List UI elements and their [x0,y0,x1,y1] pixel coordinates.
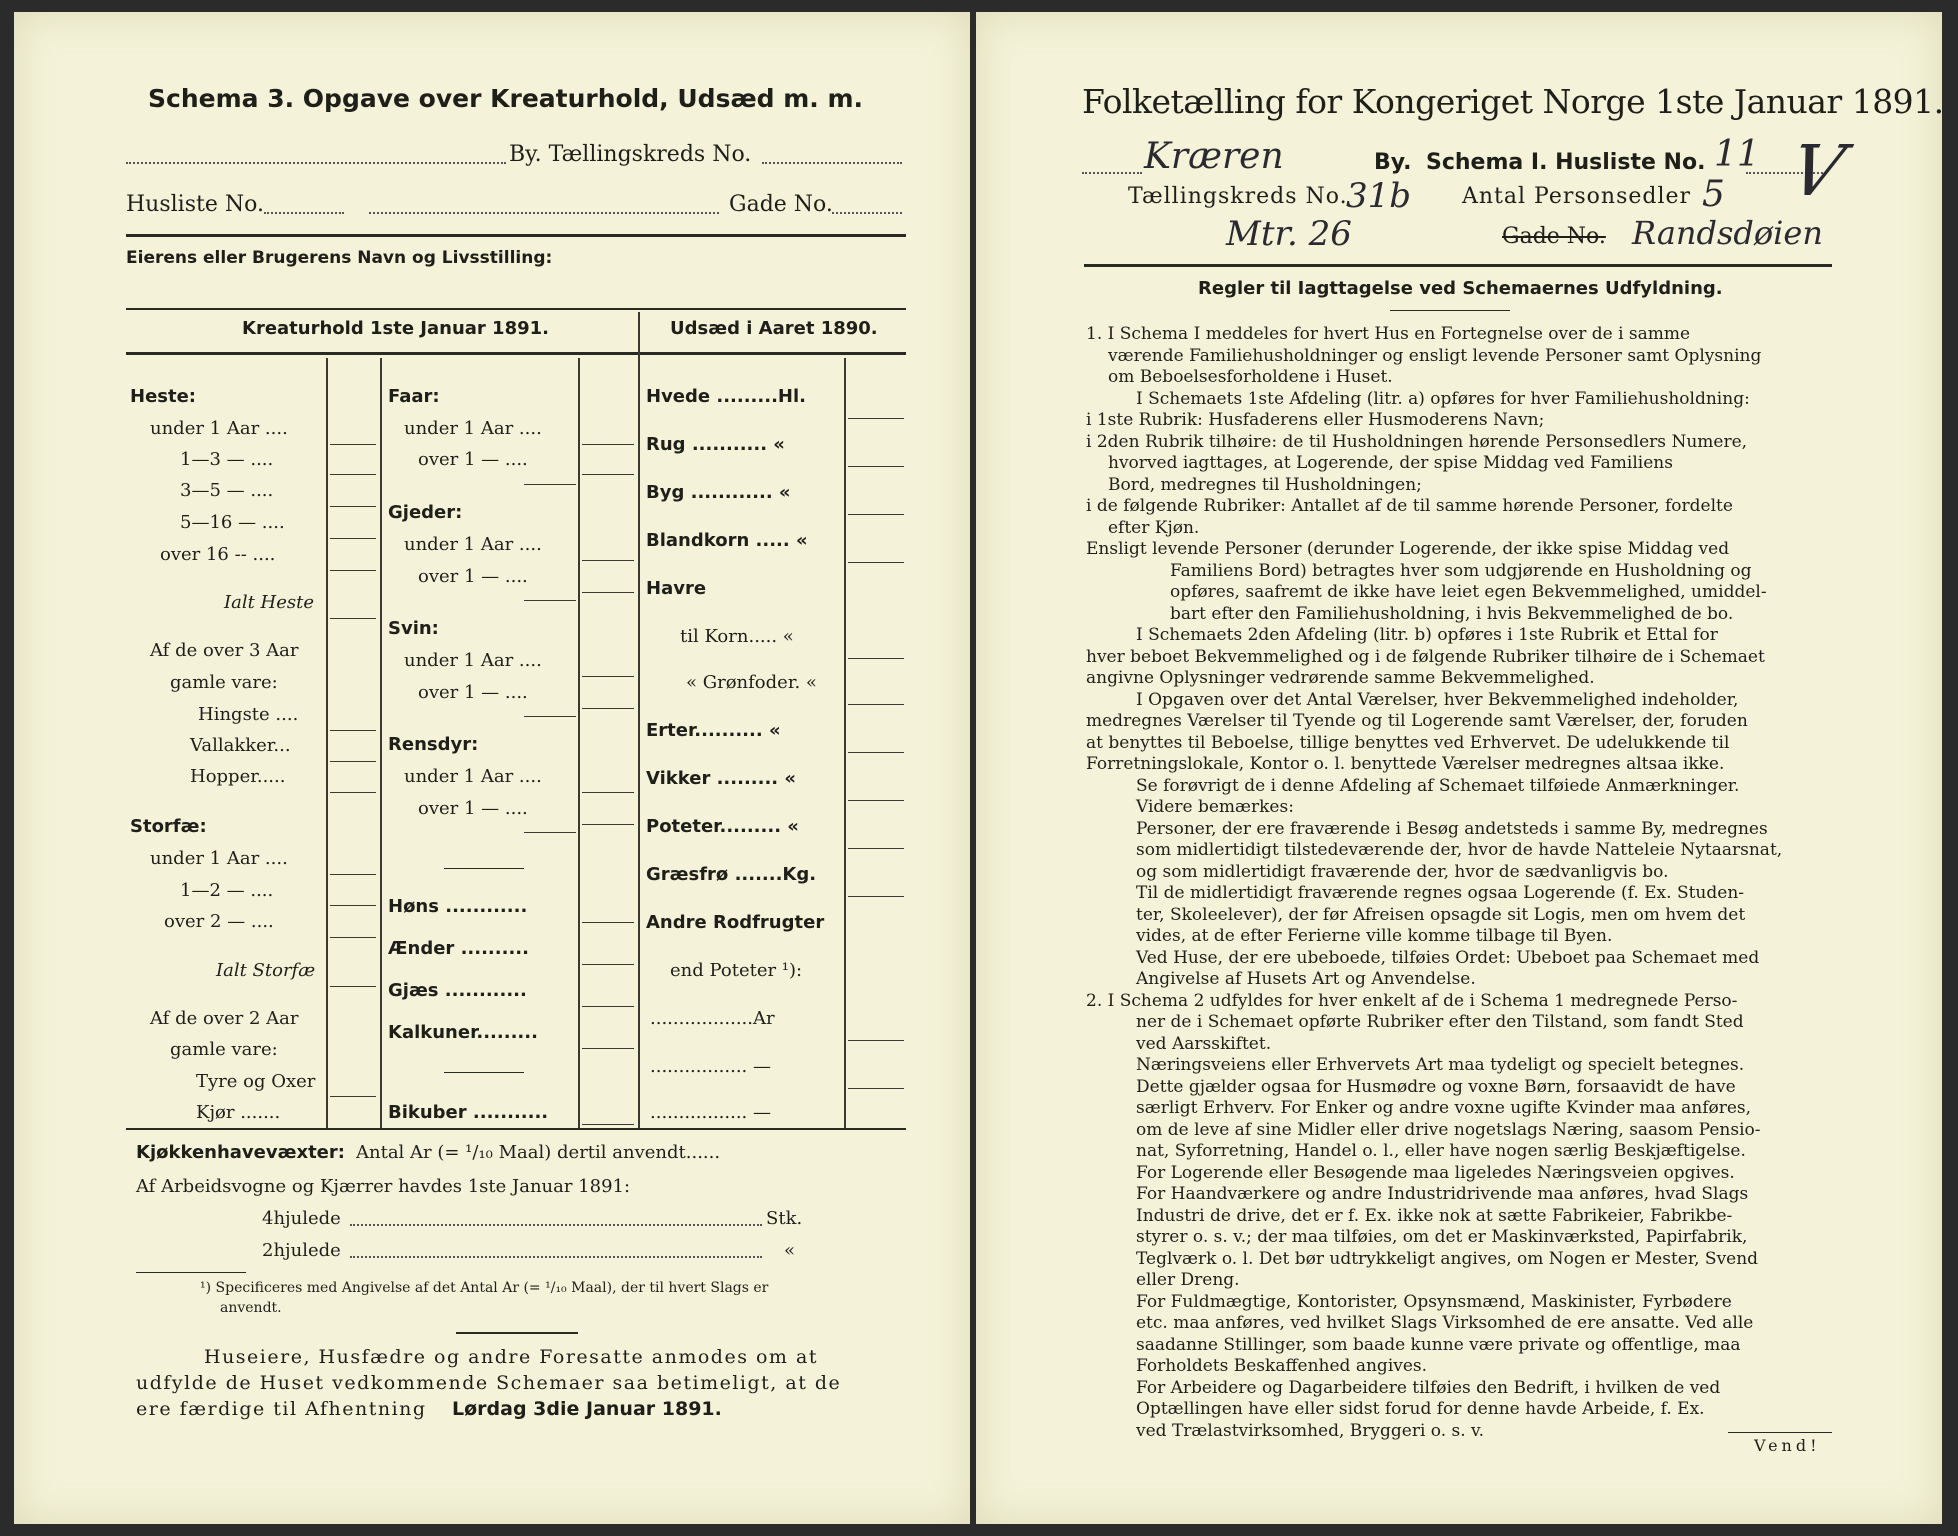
entry-line [582,560,634,561]
ialt-storfae-label: Ialt Storfæ [216,960,316,981]
handwritten-antal: 5 [1702,174,1725,215]
hjul4-line [350,1224,762,1226]
hjul2-line [350,1256,762,1258]
ialt-heste-label: Ialt Heste [224,592,315,613]
rule-line: hver beboet Bekvemmelighed og i de følgende Rubriker tilhøire de i Schemaet [1086,646,1765,667]
rensdyr-label: Rensdyr: [388,734,479,755]
rule-line: saadanne Stillinger, som baade kunne være private og offentlige, maa [1136,1334,1741,1355]
heste-row: 3—5 — .... [180,480,274,501]
havre-label: Havre [646,578,707,599]
vertical-rule [380,358,382,1128]
footnote-cont: anvendt. [220,1300,282,1316]
entry-line [848,514,904,515]
left-page-schema-3 [14,12,970,1524]
rule-line: ter, Skoleelever), der før Afreisen opsagde sit Logis, men om hvem det [1136,904,1746,925]
rule-line: Angivelse af Husets Art og Anvendelse. [1136,969,1476,989]
rule-line: værende Familiehusholdninger og ensligt levende Personer samt Oplysning [1108,345,1762,366]
gamle-vare-label: gamle vare: [170,672,278,693]
havre-gronfoder-row: « Grønfoder. « [686,672,817,693]
kreaturhold-heading: Kreaturhold 1ste Januar 1891. [242,318,549,339]
rule-line: og som midlertidigt fraværende der, hvor de sædvanligvis bo. [1136,861,1669,882]
rule-line: Se forøvrigt de i denne Afdeling af Schemaet tilføiede Anmærkninger. [1136,775,1740,796]
entry-line [330,444,376,445]
rule-line: Bord, medregnes til Husholdningen; [1108,474,1422,495]
deadline: Lørdag 3die Januar 1891. [452,1398,722,1420]
entry-line [848,1088,904,1089]
rule [126,352,906,355]
closing-note: ere færdige til Afhentning [136,1398,427,1420]
ditto-mark: « [784,1240,796,1261]
end-poteter-label: end Poteter ¹): [670,960,803,981]
husliste-label: Husliste No. [126,192,264,217]
stk-label: Stk. [766,1208,803,1229]
vertical-rule [844,358,846,1128]
handwritten-matrikkel: Mtr. 26 [1226,214,1352,254]
gamle-vare-label: gamle vare: [170,1039,278,1060]
rule-line: angivne Oplysninger vedrørende samme Bekvemmelighed. [1086,668,1595,688]
vertical-rule [578,358,580,1128]
handwritten-town: Kræren [1144,136,1284,177]
rule-line: Familiens Bord) betragtes hver som udgjørende en Husholdning og [1170,560,1752,581]
rule-line: Ensligt levende Personer (derunder Logerende, der ikke spise Middag ved [1086,539,1730,559]
rule [1084,264,1832,267]
af-over-2-label: Af de over 2 Aar [150,1008,299,1029]
rule-line: For Logerende eller Besøgende maa ligeledes Næringsveien opgives. [1136,1162,1735,1183]
hjul4-label: 4hjulede [262,1208,341,1229]
rule-line: Personer, der ere fraværende i Besøg andetsteds i samme By, medregnes [1136,818,1768,839]
rule-line: eller Dreng. [1136,1270,1240,1290]
rodfrugt-row: ..................Ar [650,1008,775,1029]
entry-line [848,800,904,801]
svin-row: over 1 — .... [418,682,528,703]
rule-line: opføres, saafremt de ikke have leiet egen Bekvemmelighed, umiddel- [1170,582,1767,602]
entry-line [524,832,576,833]
handwritten-husliste: 11 [1714,134,1760,175]
heste-row: over 16 -- .... [160,544,276,565]
entry-line [330,792,376,793]
graesfro-row: Græsfrø .......Kg. [646,864,817,885]
byg-row: Byg ............ « [646,482,791,503]
husliste-field-line [264,212,344,214]
rule-line: ved Trælastvirksomhed, Bryggeri o. s. v. [1136,1420,1485,1441]
rule-line: Teglværk o. l. Det bør udtrykkeligt angives, om Nogen er Mester, Svend [1136,1248,1759,1269]
poteter-row: Poteter......... « [646,816,799,837]
rule-line: nat, Syforretning, Handel o. l., eller have nogen særlig Beskjæftigelse. [1136,1141,1746,1161]
rug-row: Rug ........... « [646,434,785,455]
entry-line [330,937,376,938]
storfae-row: over 2 — .... [164,911,274,932]
rule [126,234,906,237]
gade-field-line [832,212,902,214]
vikker-row: Vikker ......... « [646,768,797,789]
rule-line: Industri de drive, det er f. Ex. ikke nok at sætte Fabrikeier, Fabrikbe- [1136,1205,1733,1226]
rule-line: efter Kjøn. [1108,517,1200,538]
antal-label: Antal Personsedler [1462,184,1692,209]
entry-line [582,792,634,793]
rule-line: om de leve af sine Midler eller drive nogetslags Næring, saasom Pensio- [1136,1119,1761,1140]
rule-line: som midlertidigt tilstedeværende der, hvor de havde Natteleie Nytaarsnat, [1136,840,1783,860]
kjokkenhave-text: Antal Ar (= ¹/₁₀ Maal) dertil anvendt...... [356,1142,721,1163]
havre-korn-row: til Korn..... « [680,626,794,647]
vend-note: Vend! [1754,1436,1821,1455]
hons-row: Høns ............ [388,896,528,917]
by-field-line [1082,172,1142,174]
rule-line: ved Aarsskiftet. [1136,1033,1272,1054]
kreds-label: Tællingskreds No. [1128,184,1348,209]
rule-line: Forholdets Beskaffenhed angives. [1136,1356,1428,1376]
eier-label: Eierens eller Brugerens Navn og Livsstilling: [126,248,553,268]
entry-line [848,562,904,563]
gjeder-label: Gjeder: [388,502,463,523]
entry-line [330,905,376,906]
rule-line: 2. I Schema 2 udfyldes for hver enkelt af de i Schema 1 medregnede Perso- [1086,990,1738,1011]
erter-row: Erter.......... « [646,720,781,741]
entry-line [330,506,376,507]
rule-line: medregnes Værelser til Tyende og til Logerende samt Værelser, der, foruden [1086,711,1748,731]
faar-label: Faar: [388,386,440,407]
rule-line: i de følgende Rubriker: Antallet af de til samme hørende Personer, fordelte [1086,496,1733,516]
rule [126,1128,906,1130]
aender-row: Ænder .......... [388,938,529,959]
rule [126,308,906,310]
gjaes-row: Gjæs ............ [388,980,527,1001]
rule-line: i 2den Rubrik tilhøire: de til Husholdningen hørende Personsedlers Numere, [1086,431,1748,452]
entry-line [330,986,376,987]
storfae-row: under 1 Aar .... [150,848,288,869]
by-field-line [126,162,506,164]
entry-line [848,418,904,419]
svin-label: Svin: [388,618,439,639]
kalkuner-row: Kalkuner......... [388,1022,538,1043]
af-over-3-label: Af de over 3 Aar [150,640,299,661]
rule-line: 1. I Schema I meddeles for hvert Hus en Fortegnelse over de i samme [1086,324,1691,344]
entry-line [848,1040,904,1041]
storfae-row: 1—2 — .... [180,880,274,901]
entry-line [330,618,376,619]
entry-line [330,1096,376,1097]
rule-line: i 1ste Rubrik: Husfaderens eller Husmoderens Navn; [1086,410,1545,430]
rensdyr-row: under 1 Aar .... [404,766,542,787]
entry-line [848,896,904,897]
bikuber-row: Bikuber ........... [388,1102,549,1123]
vertical-rule [638,312,640,1128]
rule-line: Forretningslokale, Kontor o. l. benyttede Værelser medregnes altsaa ikke. [1086,754,1725,774]
entry-line [524,600,576,601]
closing-note: udfylde de Huset vedkommende Schemaer saa betimeligt, at de [136,1372,842,1394]
rule-line: etc. maa anføres, ved hvilket Slags Virksomhed de ere ansatte. Ved alle [1136,1313,1754,1333]
rule-line: Optællingen have eller sidst forud for denne havde Arbeide, f. Ex. [1136,1399,1705,1419]
arbeidsvogne-label: Af Arbeidsvogne og Kjærrer havdes 1ste Januar 1891: [136,1176,631,1197]
entry-line [582,676,634,677]
faar-row: over 1 — .... [418,449,528,470]
rodfrugt-row: ................. — [650,1056,771,1077]
entry-line [848,752,904,753]
udsaed-heading: Udsæd i Aaret 1890. [670,318,878,339]
hjul2-label: 2hjulede [262,1240,341,1261]
tyre-row: Tyre og Oxer [196,1071,316,1092]
vertical-rule [326,358,328,1128]
husliste-label: Schema I. Husliste No. [1426,150,1706,175]
heste-label: Heste: [130,386,196,407]
gade-name-line [369,212,719,214]
handwritten-street: Randsdøien [1632,214,1823,252]
entry-line [330,730,376,731]
census-title: Folketælling for Kongeriget Norge 1ste Januar 1891. [1082,82,1944,121]
rule-line: Næringsveiens eller Erhvervets Art maa tydeligt og specielt betegnes. [1136,1055,1745,1075]
by-label: By. [1374,150,1412,175]
rule-line: For Haandværkere og andre Industridrivende maa anføres, hvad Slags [1136,1184,1749,1204]
rensdyr-row: over 1 — .... [418,798,528,819]
closing-note: Huseiere, Husfædre og andre Foresatte anmodes om at [204,1346,818,1368]
kjokkenhave-label: Kjøkkenhavevæxter: [136,1142,345,1163]
entry-line [582,474,634,475]
entry-line [330,570,376,571]
entry-line [582,964,634,965]
entry-line [582,824,634,825]
entry-line [524,716,576,717]
entry-line [582,592,634,593]
separator [456,1332,578,1334]
entry-line [330,538,376,539]
gade-label: Gade No. [729,192,833,217]
kreds-field-line [762,162,902,164]
entry-line [582,444,634,445]
faar-row: under 1 Aar .... [404,418,542,439]
storfae-label: Storfæ: [130,816,207,837]
rule-line: Dette gjælder ogsaa for Husmødre og voxne Børn, forsaavidt de have [1136,1076,1736,1097]
entry-line [582,1124,634,1125]
rule-line: at benyttes til Beboelse, tillige benyttes ved Erhvervet. De udelukkende til [1086,732,1730,753]
rule-line: styrer o. s. v.; der maa tilføies, om det er Maskinværksted, Papirfabrik, [1136,1227,1748,1247]
entry-line [330,874,376,875]
entry-line [848,704,904,705]
separator [444,868,524,869]
rule-line: bart efter den Familiehusholdning, i hvis Bekvemmelighed de bo. [1170,603,1734,624]
rule-line: ner de i Schemaet opførte Rubriker efter den Tilstand, som fandt Sted [1136,1012,1744,1032]
rule-line: hvorved iagttages, at Logerende, der spise Middag ved Familiens [1108,453,1673,473]
entry-line [582,1048,634,1049]
hopper-row: Hopper..... [190,766,286,787]
entry-line [848,658,904,659]
entry-line [330,761,376,762]
entry-line [330,474,376,475]
svin-row: under 1 Aar .... [404,650,542,671]
heste-row: under 1 Aar .... [150,418,288,439]
gjeder-row: over 1 — .... [418,566,528,587]
rule-line: Til de midlertidigt fraværende regnes ogsaa Logerende (f. Ex. Studen- [1136,883,1745,903]
kjor-row: Kjør ....... [196,1102,281,1123]
schema3-title: Schema 3. Opgave over Kreaturhold, Udsæd m. m. [148,84,864,113]
heste-row: 1—3 — .... [180,449,274,470]
separator [444,1072,524,1073]
footnote-rule [136,1272,246,1273]
entry-line [582,1006,634,1007]
hingste-row: Hingste .... [198,704,299,725]
entry-line [848,848,904,849]
rule-line: For Arbeidere og Dagarbeidere tilføies den Bedrift, i hvilken de ved [1136,1377,1721,1398]
heste-row: 5—16 — .... [180,512,285,533]
check-mark: V [1783,130,1852,212]
rule-line: For Fuldmægtige, Kontorister, Opsynsmænd, Maskinister, Fyrbødere [1136,1291,1732,1312]
entry-line [524,484,576,485]
rule-line: I Schemaets 1ste Afdeling (litr. a) opføres for hver Familiehusholdning: [1136,388,1750,409]
by-label: By. Tællingskreds No. [509,142,752,167]
vallakker-row: Vallakker... [190,735,291,756]
gjeder-row: under 1 Aar .... [404,534,542,555]
rule-line: om Beboelsesforholdene i Huset. [1108,367,1393,387]
separator [1390,310,1510,311]
rule-line: I Schemaets 2den Afdeling (litr. b) opføres i 1ste Rubrik et Ettal for [1136,625,1718,645]
right-page-schema-1 [976,12,1942,1524]
rule-line: særligt Erhverv. For Enker og andre voxne ugifte Kvinder maa anføres, [1136,1098,1752,1118]
rule-line: Videre bemærkes: [1136,797,1294,817]
entry-line [582,708,634,709]
footnote: ¹) Specificeres med Angivelse af det Antal Ar (= ¹/₁₀ Maal), der til hvert Slags er [200,1280,769,1296]
separator [1728,1432,1832,1433]
andre-rodfrugter-label: Andre Rodfrugter [646,912,825,933]
entry-line [848,466,904,467]
blandkorn-row: Blandkorn ..... « [646,530,808,551]
handwritten-kreds: 31b [1346,176,1412,216]
rule-line: Ved Huse, der ere ubeboede, tilføies Ordet: Ubeboet paa Schemaet med [1136,947,1760,968]
rule-line: vides, at de efter Ferierne ville komme tilbage til Byen. [1136,926,1613,946]
entry-line [582,922,634,923]
hvede-row: Hvede .........Hl. [646,386,806,407]
gade-label-struck: Gade No. [1502,224,1606,249]
rule-line: I Opgaven over det Antal Værelser, hver Bekvemmelighed indeholder, [1136,689,1739,710]
rodfrugt-row: ................. — [650,1102,771,1123]
rules-heading: Regler til Iagttagelse ved Schemaernes Udfyldning. [1198,278,1723,299]
